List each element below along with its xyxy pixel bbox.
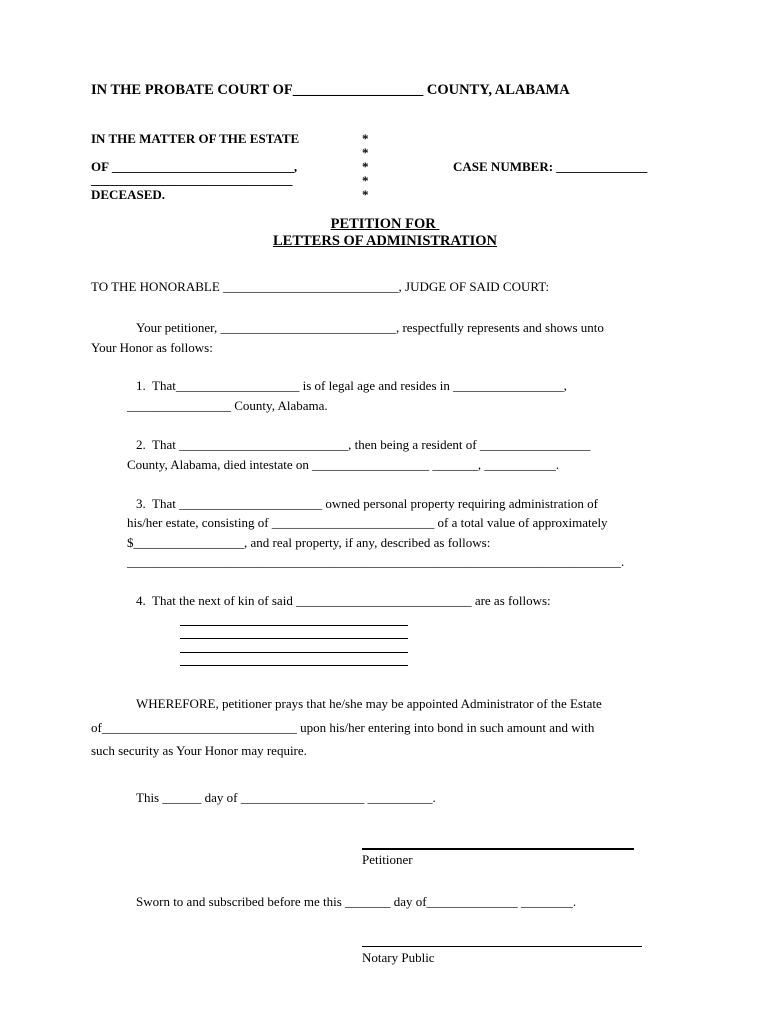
caption-star: * [362,187,369,202]
petitioner-label: Petitioner [362,852,413,867]
item-3-line-2: his/her estate, consisting of _________________________ of a total value of approximately [127,515,608,530]
caption-star: * [362,159,369,174]
next-of-kin-blank [180,625,408,626]
caption-star: * [362,173,369,188]
item-4-line-1: 4. That the next of kin of said ___________________________ are as follows: [136,593,551,608]
item-1-line-1: 1. That___________________ is of legal age and resides in _________________, [136,378,567,393]
case-number-field: CASE NUMBER: ______________ [453,159,648,174]
notary-label: Notary Public [362,950,435,965]
item-2-line-1: 2. That __________________________, then being a resident of _________________ [136,437,591,452]
caption-star: * [362,145,369,160]
intro-line-1: Your petitioner, ___________________________, respectfully represents and shows unto [136,320,604,335]
dated-line: This ______ day of ___________________ __________. [136,790,436,805]
notary-signature-line [362,946,642,947]
document-title: PETITION FOR [330,216,440,232]
estate-blank-line: _______________________________ [91,172,293,187]
wherefore-line-1: WHEREFORE, petitioner prays that he/she may be appointed Administrator of the Estate [136,696,602,711]
wherefore-line-2: of______________________________ upon his/her entering into bond in such amount and with [91,720,595,735]
salutation: TO THE HONORABLE ___________________________, JUDGE OF SAID COURT: [91,279,550,294]
item-3-line-3: $_________________, and real property, if any, described as follows: [127,535,491,550]
item-3-line-1: 3. That ______________________ owned personal property requiring administration of [136,496,598,511]
next-of-kin-blank [180,652,408,653]
sworn-line: Sworn to and subscribed before me this _______ day of______________ ________. [136,894,577,909]
intro-line-2: Your Honor as follows: [91,340,213,355]
next-of-kin-blank [180,638,408,639]
estate-of-line: OF ____________________________, [91,159,298,174]
item-2-line-2: County, Alabama, died intestate on __________________ _______, ___________. [127,457,560,472]
item-1-line-2: ________________ County, Alabama. [127,398,328,413]
item-3-line-4: ____________________________________________________________________________. [127,554,625,569]
court-heading: IN THE PROBATE COURT OF__________________ COUNTY, ALABAMA [91,82,570,98]
caption-star: * [362,131,369,146]
estate-matter-label: IN THE MATTER OF THE ESTATE [91,131,300,146]
next-of-kin-blank [180,665,408,666]
deceased-label: DECEASED. [91,187,166,202]
petitioner-signature-line [362,848,634,850]
document-subtitle: LETTERS OF ADMINISTRATION [273,233,497,249]
wherefore-line-3: such security as Your Honor may require. [91,743,307,758]
